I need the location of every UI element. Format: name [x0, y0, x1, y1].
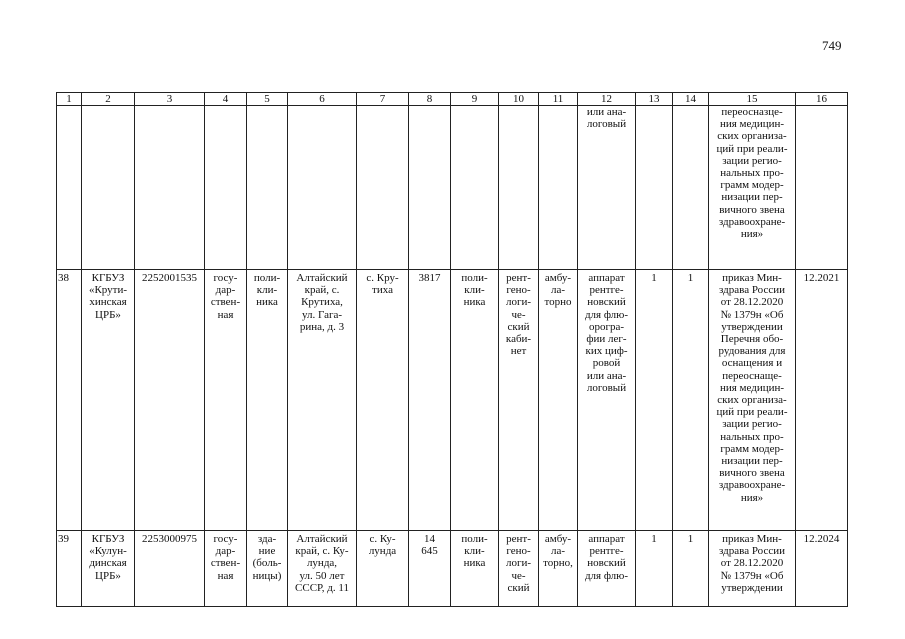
table-cell	[636, 270, 673, 531]
table-cell	[451, 106, 499, 270]
table-cell	[796, 106, 848, 270]
column-number-cell: 1	[57, 93, 82, 106]
table-row	[57, 270, 848, 531]
cell-text: 12.2024	[803, 533, 840, 545]
column-number-cell: 16	[796, 93, 848, 106]
table-body	[57, 93, 848, 607]
table-cell	[288, 531, 357, 607]
cell-text: госу- дар- ствен- ная	[210, 272, 241, 321]
cell-text: 2252001535	[142, 272, 197, 284]
cell-text: 3817	[418, 272, 441, 284]
table-cell	[499, 106, 539, 270]
table-cell	[205, 531, 247, 607]
table-cell	[709, 531, 796, 607]
column-number-cell: 10	[499, 93, 539, 106]
column-number-cell: 8	[409, 93, 451, 106]
cell-text: с. Ку- лунда	[368, 533, 397, 558]
table-cell	[247, 531, 288, 607]
cell-text: 38	[58, 272, 69, 284]
column-number-cell: 15	[709, 93, 796, 106]
table-cell	[636, 106, 673, 270]
table-cell	[57, 531, 82, 607]
cell-text: приказ Мин- здрава России от 28.12.2020 № 1379н «Об утверждении	[719, 533, 785, 594]
table-cell	[57, 106, 82, 270]
cell-text: аппарат рентге- новский для флю- орогра- фии лег- ких циф- ровой или ана- логовый	[584, 272, 629, 394]
cell-text: 14 645	[421, 533, 438, 558]
table-cell	[57, 270, 82, 531]
cell-text: или ана- логовый	[586, 106, 627, 131]
cell-text: 1	[687, 272, 694, 284]
table-cell	[409, 531, 451, 607]
cell-text: рент- гено- логи- че- ский	[505, 533, 532, 594]
table-cell	[135, 106, 205, 270]
table-cell	[357, 106, 409, 270]
column-number-cell: 6	[288, 93, 357, 106]
table-cell	[796, 270, 848, 531]
column-number-cell: 3	[135, 93, 205, 106]
table-cell	[288, 106, 357, 270]
column-number-cell: 7	[357, 93, 409, 106]
cell-text: КГБУЗ «Кулун- динская ЦРБ»	[89, 533, 127, 582]
table-cell	[451, 270, 499, 531]
cell-text: 39	[58, 533, 69, 545]
cell-text: амбу- ла- торно	[544, 272, 572, 309]
column-number-cell: 14	[673, 93, 709, 106]
table-cell	[539, 270, 578, 531]
cell-text: 2253000975	[142, 533, 197, 545]
table-row	[57, 531, 848, 607]
table-cell	[409, 106, 451, 270]
table-cell	[205, 270, 247, 531]
cell-text: Алтайский край, с. Крутиха, ул. Гага- рина, д. 3	[296, 272, 348, 333]
registry-table	[56, 92, 848, 607]
cell-text: рент- гено- логи- че- ский каби- нет	[505, 272, 532, 358]
cell-text: с. Кру- тиха	[366, 272, 399, 297]
table-cell	[499, 531, 539, 607]
cell-text: 1	[651, 533, 657, 545]
table-cell	[451, 531, 499, 607]
table-cell	[82, 106, 135, 270]
table-cell	[247, 106, 288, 270]
table-cell	[82, 531, 135, 607]
cell-text: поли- кли- ника	[461, 272, 488, 309]
column-number-cell: 2	[82, 93, 135, 106]
table-cell	[578, 270, 636, 531]
cell-text: поли- кли- ника	[461, 533, 488, 570]
cell-text: амбу- ла- торно,	[543, 533, 573, 570]
table-cell	[499, 270, 539, 531]
table-cell	[673, 270, 709, 531]
column-number-cell: 11	[539, 93, 578, 106]
cell-text: поли- кли- ника	[253, 272, 281, 309]
table-cell	[673, 106, 709, 270]
cell-text: КГБУЗ «Крути- хинская ЦРБ»	[88, 272, 128, 321]
cell-text: аппарат рентге- новский для флю-	[584, 533, 629, 582]
table-row	[57, 106, 848, 270]
table-cell	[796, 531, 848, 607]
table-cell	[205, 106, 247, 270]
cell-text: зда- ние (боль- ницы)	[252, 533, 282, 582]
column-number-cell: 4	[205, 93, 247, 106]
column-number-row	[57, 93, 848, 106]
table-cell	[578, 106, 636, 270]
table-cell	[247, 270, 288, 531]
table-cell	[636, 531, 673, 607]
table-cell	[357, 531, 409, 607]
table-cell	[82, 270, 135, 531]
table-cell	[539, 531, 578, 607]
column-number-cell: 13	[636, 93, 673, 106]
cell-text: приказ Мин- здрава России от 28.12.2020 № 1379н «Об утверждении Перечня обо- рудования для оснащения и переоснаще- ния медицин- ских организа- ций при реали- зации регио- нальных про- грамм модер- низации пер- вичного звена здравоохране- ния»	[716, 272, 788, 504]
page-number: 749	[822, 38, 842, 53]
column-number-cell: 5	[247, 93, 288, 106]
cell-text: 1	[687, 533, 694, 545]
cell-text: 1	[651, 272, 657, 284]
cell-text: госу- дар- ствен- ная	[210, 533, 241, 582]
table-cell	[135, 270, 205, 531]
table-cell	[578, 531, 636, 607]
table-cell	[288, 270, 357, 531]
column-number-cell: 9	[451, 93, 499, 106]
table-cell	[709, 270, 796, 531]
table-cell	[673, 531, 709, 607]
table-cell	[409, 270, 451, 531]
table-cell	[357, 270, 409, 531]
column-number-cell: 12	[578, 93, 636, 106]
table-cell	[135, 531, 205, 607]
cell-text: переосназце- ния медицин- ских организа- ций при реали- зации регио- нальных про- грамм модер- низации пер- вичного звена здравоохране- ния»	[716, 106, 788, 241]
table-cell	[709, 106, 796, 270]
table-cell	[539, 106, 578, 270]
cell-text: Алтайский край, с. Ку- лунда, ул. 50 лет СССР, д. 11	[295, 533, 349, 594]
cell-text: 12.2021	[803, 272, 840, 284]
